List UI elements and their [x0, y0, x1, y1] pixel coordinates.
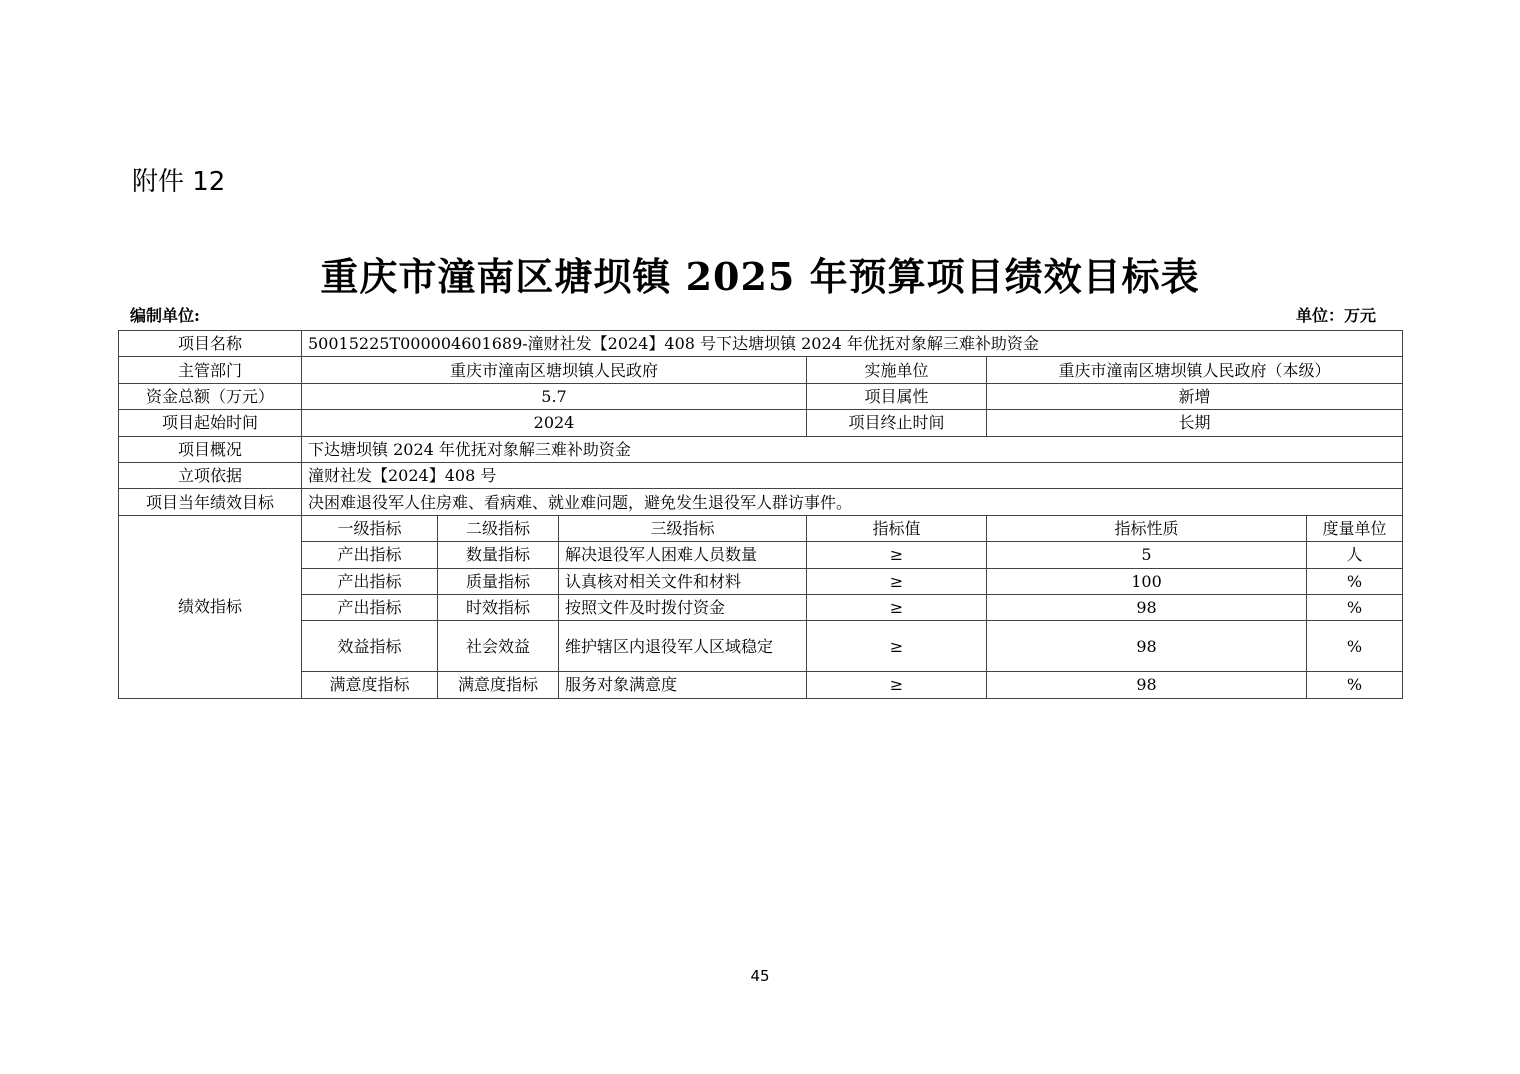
nature-cell: 100 — [987, 568, 1307, 594]
table-row — [119, 621, 1403, 672]
fund-value: 5.7 — [302, 383, 807, 409]
level1-cell: 效益指标 — [302, 621, 438, 672]
nature-cell: 98 — [987, 621, 1307, 672]
indicator-header-row — [119, 515, 1403, 541]
level2-cell: 数量指标 — [438, 542, 559, 568]
project-name-value: 50015225T000004601689-潼财社发【2024】408 号下达塘坝镇 2024 年优抚对象解三难补助资金 — [302, 331, 1403, 357]
goal-value: 决困难退役军人住房难、看病难、就业难问题，避免发生退役军人群访事件。 — [302, 489, 1403, 515]
overview-label: 项目概况 — [119, 436, 302, 462]
project-name-label: 项目名称 — [119, 331, 302, 357]
attachment-label: 附件 12 — [132, 167, 226, 197]
end-label: 项目终止时间 — [807, 410, 987, 436]
level1-cell: 满意度指标 — [302, 672, 438, 698]
level3-cell: 认真核对相关文件和材料 — [559, 568, 807, 594]
row-project-name — [119, 331, 1403, 357]
fund-label: 资金总额（万元） — [119, 383, 302, 409]
table-row — [119, 542, 1403, 568]
level2-cell: 质量指标 — [438, 568, 559, 594]
level1-cell: 产出指标 — [302, 568, 438, 594]
value-cell: ≥ — [807, 672, 987, 698]
compiling-unit-label: 编制单位: — [130, 306, 200, 325]
unit-cell: % — [1307, 568, 1403, 594]
dept-label: 主管部门 — [119, 357, 302, 383]
value-cell: ≥ — [807, 594, 987, 620]
level1-cell: 产出指标 — [302, 542, 438, 568]
page-number: 45 — [750, 967, 770, 985]
unit-cell: % — [1307, 594, 1403, 620]
basis-label: 立项依据 — [119, 462, 302, 488]
level3-cell: 维护辖区内退役军人区域稳定 — [559, 621, 807, 672]
attr-label: 项目属性 — [807, 383, 987, 409]
end-value: 长期 — [987, 410, 1403, 436]
header-level1: 一级指标 — [302, 515, 438, 541]
row-fund — [119, 383, 1403, 409]
row-basis — [119, 462, 1403, 488]
page-title: 重庆市潼南区塘坝镇 2025 年预算项目绩效目标表 — [320, 254, 1200, 299]
unit-cell: % — [1307, 672, 1403, 698]
level2-cell: 满意度指标 — [438, 672, 559, 698]
unit-cell: % — [1307, 621, 1403, 672]
indicator-section-label: 绩效指标 — [119, 515, 302, 698]
overview-value: 下达塘坝镇 2024 年优抚对象解三难补助资金 — [302, 436, 1403, 462]
table-row — [119, 568, 1403, 594]
value-cell: ≥ — [807, 621, 987, 672]
basis-value: 潼财社发【2024】408 号 — [302, 462, 1403, 488]
dept-value: 重庆市潼南区塘坝镇人民政府 — [302, 357, 807, 383]
nature-cell: 98 — [987, 672, 1307, 698]
level3-cell: 服务对象满意度 — [559, 672, 807, 698]
header-value: 指标值 — [807, 515, 987, 541]
level2-cell: 时效指标 — [438, 594, 559, 620]
start-value: 2024 — [302, 410, 807, 436]
start-label: 项目起始时间 — [119, 410, 302, 436]
performance-target-table — [118, 330, 1403, 699]
impl-label: 实施单位 — [807, 357, 987, 383]
table-row — [119, 594, 1403, 620]
unit-label: 单位：万元 — [1296, 306, 1377, 325]
row-department — [119, 357, 1403, 383]
value-cell: ≥ — [807, 542, 987, 568]
level3-cell: 解决退役军人困难人员数量 — [559, 542, 807, 568]
table-row — [119, 672, 1403, 698]
goal-label: 项目当年绩效目标 — [119, 489, 302, 515]
row-overview — [119, 436, 1403, 462]
nature-cell: 98 — [987, 594, 1307, 620]
nature-cell: 5 — [987, 542, 1307, 568]
header-nature: 指标性质 — [987, 515, 1307, 541]
unit-cell: 人 — [1307, 542, 1403, 568]
level1-cell: 产出指标 — [302, 594, 438, 620]
value-cell: ≥ — [807, 568, 987, 594]
header-unit: 度量单位 — [1307, 515, 1403, 541]
row-goal — [119, 489, 1403, 515]
impl-value: 重庆市潼南区塘坝镇人民政府（本级） — [987, 357, 1403, 383]
row-time — [119, 410, 1403, 436]
header-level3: 三级指标 — [559, 515, 807, 541]
attr-value: 新增 — [987, 383, 1403, 409]
level3-cell: 按照文件及时拨付资金 — [559, 594, 807, 620]
header-level2: 二级指标 — [438, 515, 559, 541]
level2-cell: 社会效益 — [438, 621, 559, 672]
